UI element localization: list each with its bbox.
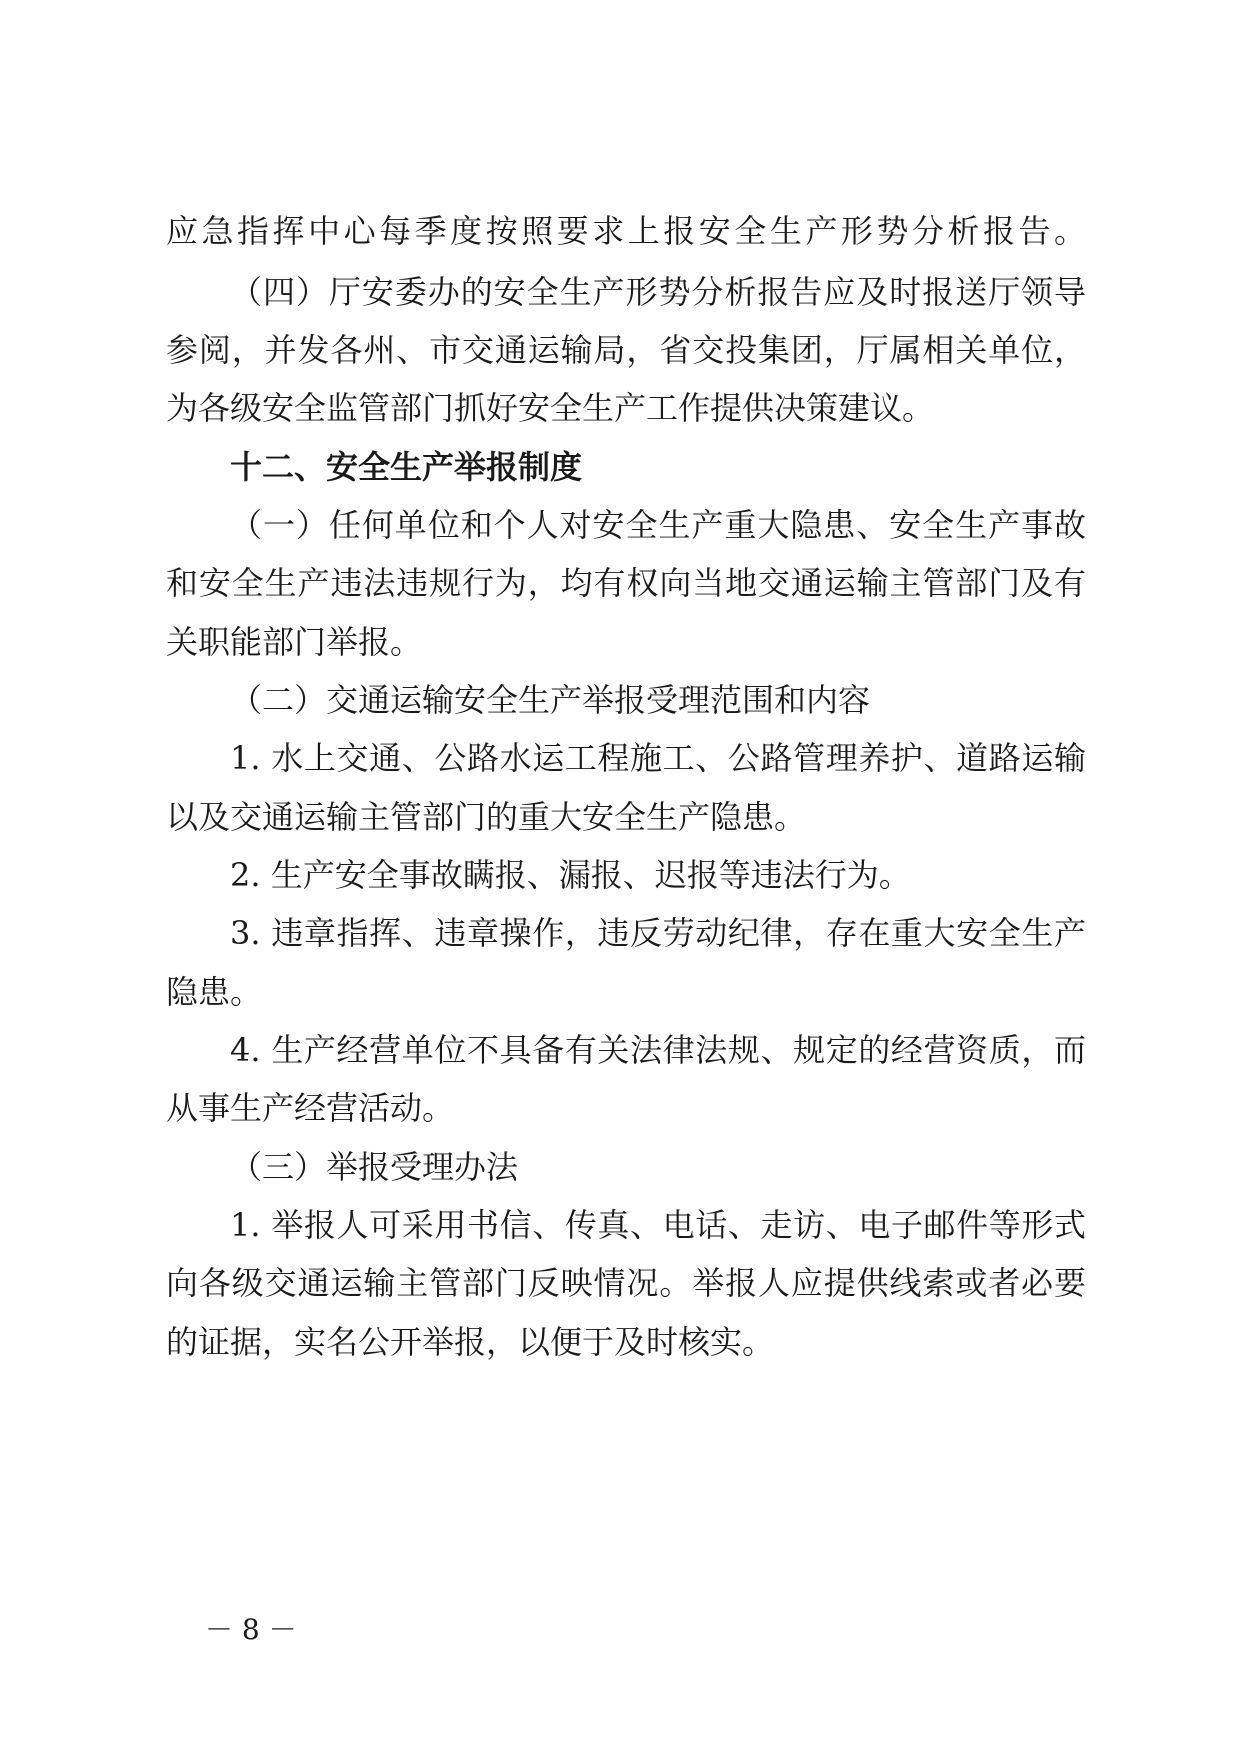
list-item-line: 1. 水上交通、公路水运工程施工、公路管理养护、道路运输 — [230, 739, 1086, 777]
list-item-line: 向各级交通运输主管部门反映情况。举报人应提供线索或者必要 — [166, 1264, 1086, 1302]
paragraph-line: （四）厅安委办的安全生产形势分析报告应及时报送厅领导 — [230, 273, 1086, 311]
list-item-line: 1. 举报人可采用书信、传真、电话、走访、电子邮件等形式 — [230, 1206, 1086, 1244]
list-item-line: 3. 违章指挥、违章操作，违反劳动纪律，存在重大安全生产 — [230, 914, 1086, 952]
list-item-line: 2. 生产安全事故瞒报、漏报、迟报等违法行为。 — [230, 856, 911, 894]
list-item-line: 4. 生产经营单位不具备有关法律法规、规定的经营资质，而 — [230, 1031, 1086, 1069]
paragraph-line: 关职能部门举报。 — [166, 623, 423, 661]
page-number: － 8 － — [205, 1613, 297, 1646]
list-item-line: 的证据，实名公开举报，以便于及时核实。 — [166, 1323, 775, 1361]
subsection-heading: （二）交通运输安全生产举报受理范围和内容 — [230, 681, 871, 719]
paragraph-line: 参阅，并发各州、市交通运输局，省交投集团，厅属相关单位， — [166, 331, 1086, 369]
list-item-line: 从事生产经营活动。 — [166, 1089, 455, 1127]
paragraph-line: 为各级安全监管部门抓好安全生产工作提供决策建议。 — [166, 389, 935, 427]
paragraph-line: 和安全生产违法违规行为，均有权向当地交通运输主管部门及有 — [166, 564, 1086, 602]
list-item-line: 隐患。 — [166, 973, 263, 1011]
subsection-heading: （三）举报受理办法 — [230, 1148, 519, 1186]
list-item-line: 以及交通运输主管部门的重大安全生产隐患。 — [166, 798, 807, 836]
paragraph-line: （一）任何单位和个人对安全生产重大隐患、安全生产事故 — [230, 506, 1086, 544]
paragraph-line: 应急指挥中心每季度按照要求上报安全生产形势分析报告。 — [166, 212, 1086, 250]
section-heading: 十二、安全生产举报制度 — [230, 448, 583, 486]
